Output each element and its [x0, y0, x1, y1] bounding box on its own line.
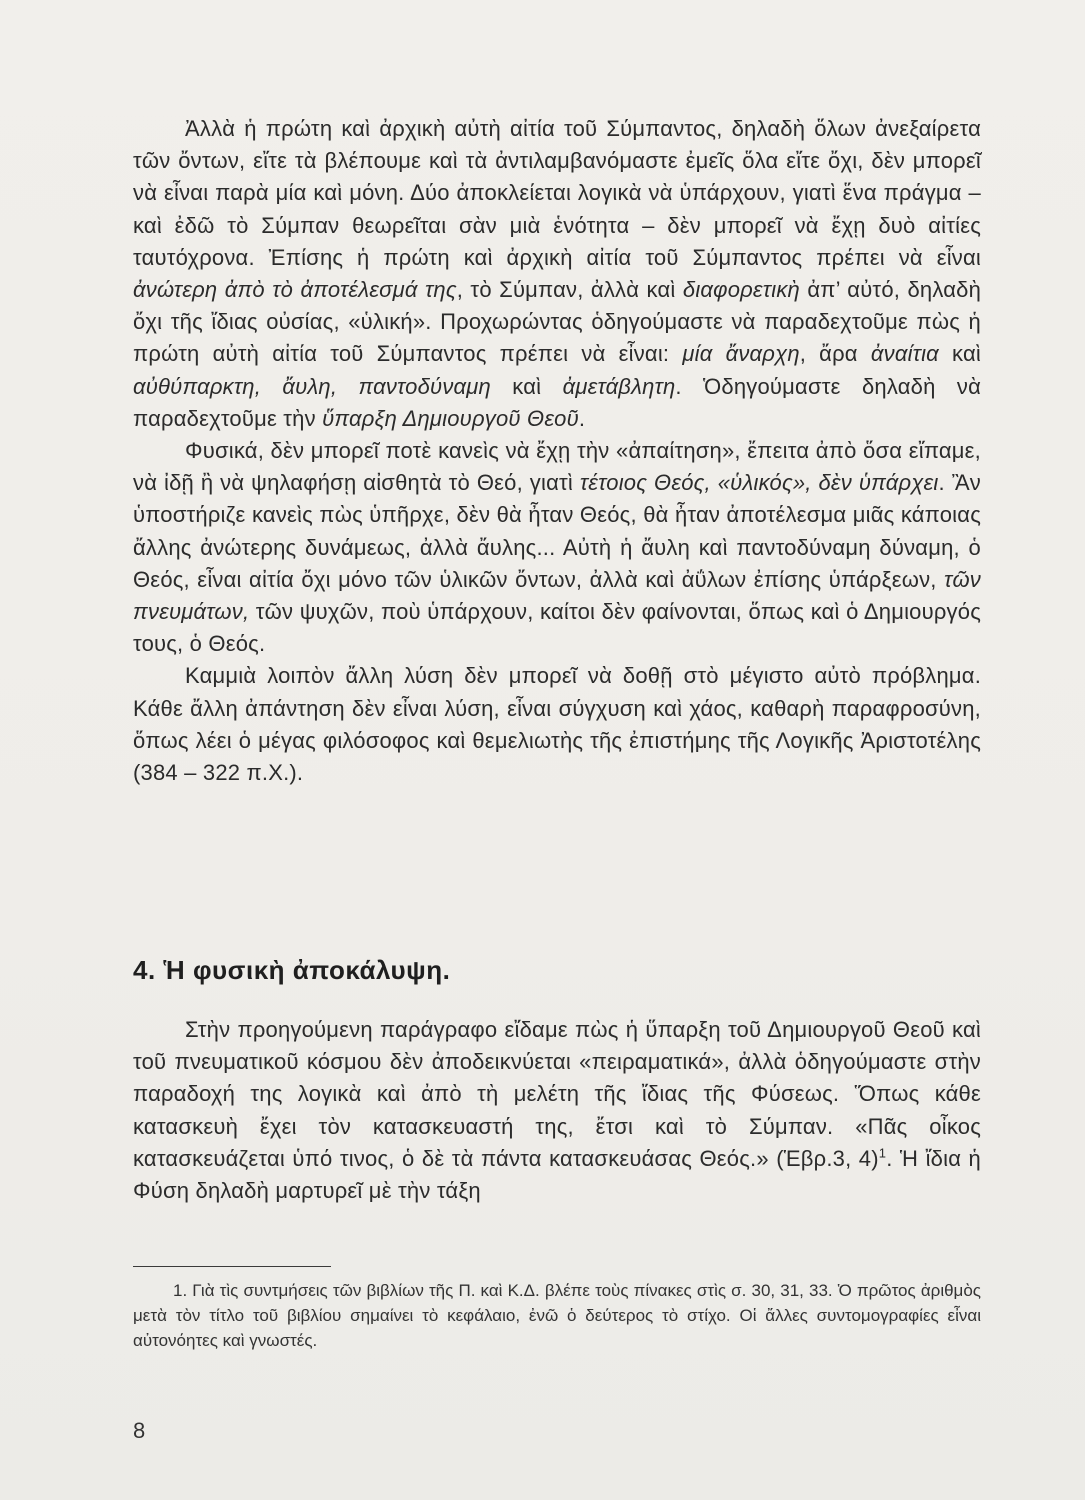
emphasis-text: ὕπαρξη Δημιουργοῦ Θεοῦ	[322, 405, 579, 431]
text-run: . Ὁδηγούμαστε δηλαδὴ νὰ παραδεχτοῦμε τὴν	[133, 373, 981, 431]
text-run: καὶ	[938, 341, 981, 367]
emphasis-text: αὐθύπαρκτη, ἄυλη, παντοδύναμη	[133, 373, 491, 399]
emphasis-text: τῶν πνευμάτων,	[133, 566, 981, 625]
text-run: τῶν ψυχῶν, ποὺ ὑπάρχουν, καίτοι δὲν φαίνονται, ὅπως καὶ ὁ Δημιουργός τους, ὁ Θεός.	[133, 599, 981, 657]
body-text-bottom	[133, 1014, 981, 1207]
footnote-reference: 1	[878, 1145, 887, 1161]
section-heading: 4. Ἡ φυσικὴ ἀποκάλυψη.	[133, 955, 451, 985]
emphasis-text: ἀνώτερη ἀπὸ τὸ ἀποτέλεσμά της	[133, 277, 457, 303]
paragraph	[133, 1014, 981, 1207]
text-run: καὶ	[490, 373, 563, 399]
paragraph	[133, 435, 981, 660]
text-run: Φυσικά, δὲν μπορεῖ ποτὲ κανεὶς νὰ ἔχῃ τὴν «ἀπαίτηση», ἔπειτα ἀπὸ ὅσα εἴπαμε, νὰ ἰδῇ ἢ νὰ ψηλαφήσῃ αἰσθητὰ τὸ Θεό, γιατὶ	[133, 438, 981, 496]
text-run: Καμμιὰ λοιπὸν ἄλλη λύση δὲν μπορεῖ νὰ δοθῇ στὸ μέγιστο αὐτὸ πρόβλημα. Κάθε ἄλλη ἀπάντηση δὲν εἶναι λύση, εἶναι σύγχυση καὶ χάος, καθαρὴ παραφροσύνη, ὅπως λέει ὁ μέγας φιλόσοφος καὶ θεμελιωτὴς τῆς ἐπιστήμης τῆς Λογικῆς Ἀριστοτέλης (384 – 322 π.Χ.).	[133, 663, 981, 786]
text-run: ἀπ’ αὐτό, δηλαδὴ ὄχι τῆς ἴδιας οὐσίας, «ὑλική». Προχωρώντας ὁδηγούμαστε νὰ παραδεχτοῦμε πὼς ἡ πρώτη αὐτὴ αἰτία τοῦ Σύμπαντος πρέπει νὰ εἶναι:	[133, 277, 981, 367]
footnote-divider	[133, 1266, 331, 1267]
text-run: . Ἂν ὑποστήριζε κανεὶς πὼς ὑπῆρχε, δὲν θὰ ἦταν Θεός, θὰ ἦταν ἀποτέλεσμα μιᾶς κάποιας ἄλλης ἀνώτερης δυνάμεως, ἀλλὰ ἄυλης... Αὐτὴ ἡ ἄυλη καὶ παντοδύναμη δύναμη, ὁ Θεός, εἶναι αἰτία ὄχι μόνο τῶν ὑλικῶν ὄντων, ἀλλὰ καὶ ἀΰλων ἐπίσης ὑπάρξεων,	[133, 470, 982, 592]
text-run: Στὴν προηγούμενη παράγραφο εἴδαμε πὼς ἡ ὕπαρξη τοῦ Δημιουργοῦ Θεοῦ καὶ τοῦ πνευματικοῦ κόσμου δὲν ἀποδεικνύεται «πειραματικά», ἀλλὰ ὁδηγούμαστε στὴν παραδοχή της λογικὰ καὶ ἀπὸ τὴ μελέτη τῆς ἴδιας τῆς Φύσεως. Ὅπως κάθε κατασκευὴ ἔχει τὸν κατασκευαστή της, ἔτσι καὶ τὸ Σύμπαν. «Πᾶς οἶκος κατασκευάζεται ὑπό τινος, ὁ δὲ τὰ πάντα κατασκευάσας Θεός.» (Ἑβρ.3, 4)	[133, 1017, 981, 1171]
text-run: , τὸ Σύμπαν, ἀλλὰ καὶ	[456, 277, 683, 303]
text-run: , ἄρα	[799, 341, 871, 367]
text-run: .	[578, 405, 586, 431]
emphasis-text: διαφορετικὴ	[682, 277, 800, 303]
text-run: . Ἡ ἴδια ἡ Φύση δηλαδὴ μαρτυρεῖ μὲ τὴν τάξη	[133, 1145, 981, 1204]
paragraph	[133, 660, 981, 789]
emphasis-text: ἀμετάβλητη	[562, 373, 676, 399]
paragraph	[133, 113, 981, 435]
emphasis-text: μία ἄναρχη	[682, 341, 800, 367]
emphasis-text: ἀναίτια	[870, 341, 939, 367]
body-text-top	[133, 113, 981, 789]
emphasis-text: τέτοιος Θεός, «ὑλικός», δὲν ὑπάρχει	[579, 470, 939, 496]
page-number: 8	[133, 1418, 146, 1443]
footnote: 1. Γιὰ τὶς συντμήσεις τῶν βιβλίων τῆς Π. καὶ Κ.Δ. βλέπε τοὺς πίνακες στὶς σ. 30, 31, 33. Ὁ πρῶτος ἀριθμὸς μετὰ τὸν τίτλο τοῦ βιβλίου σημαίνει τὸ κεφάλαιο, ἐνῶ ὁ δεύτερος τὸ στίχο. Οἱ ἄλλες συντομογραφίες εἶναι αὐτονόητες καὶ γνωστές.	[133, 1281, 981, 1350]
text-run: Ἀλλὰ ἡ πρώτη καὶ ἀρχικὴ αὐτὴ αἰτία τοῦ Σύμπαντος, δηλαδὴ ὅλων ἀνεξαίρετα τῶν ὄντων, εἴτε τὰ βλέπουμε καὶ τὰ ἀντιλαμβανόμαστε ἐμεῖς ὅλα εἴτε ὄχι, δὲν μπορεῖ νὰ εἶναι παρὰ μία καὶ μόνη. Δύο ἀποκλείεται λογικὰ νὰ ὑπάρχουν, γιατὶ ἕνα πράγμα – καὶ ἐδῶ τὸ Σύμπαν θεωρεῖται σὰν μιὰ ἑνότητα – δὲν μπορεῖ νὰ ἔχῃ δυὸ αἰτίες ταυτόχρονα. Ἐπίσης ἡ πρώτη καὶ ἀρχικὴ αἰτία τοῦ Σύμπαντος πρέπει νὰ εἶναι	[133, 116, 981, 270]
